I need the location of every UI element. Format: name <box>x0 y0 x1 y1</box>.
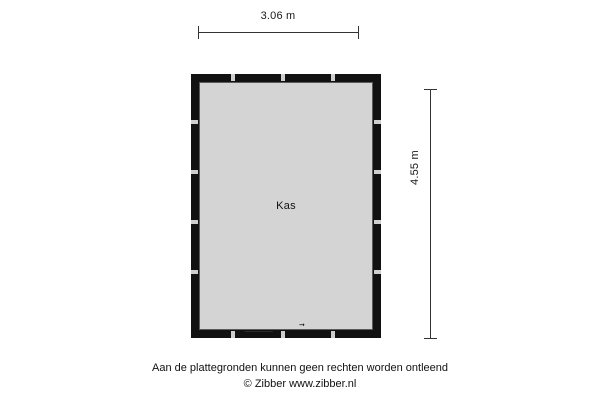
wall-mark <box>374 270 381 274</box>
dimension-label-width: 3.06 m <box>260 10 296 22</box>
wall-mark <box>191 120 198 124</box>
wall-mark <box>191 270 198 274</box>
wall-mark <box>374 170 381 174</box>
wall-mark <box>374 220 381 224</box>
wall-mark <box>331 331 335 338</box>
wall-mark <box>191 170 198 174</box>
wall-mark <box>374 120 381 124</box>
footer-disclaimer: Aan de plattegronden kunnen geen rechten worden ontleend <box>151 362 448 374</box>
door-icon <box>245 331 273 336</box>
room-kas <box>191 74 381 338</box>
footer <box>0 360 600 392</box>
wall-mark <box>331 74 335 81</box>
dimension-line-height <box>430 89 431 338</box>
wall-mark <box>281 331 285 338</box>
dimension-label-height: 4.55 m <box>409 150 421 185</box>
dimension-tick-left <box>198 26 199 39</box>
footer-copyright: © Zibber www.zibber.nl <box>243 378 357 390</box>
wall-mark <box>191 220 198 224</box>
wall-mark <box>231 74 235 81</box>
dimension-tick-right <box>358 26 359 39</box>
dimension-tick-bottom <box>424 338 437 339</box>
dimension-tick-top <box>424 89 437 90</box>
wall-mark <box>231 331 235 338</box>
dimension-line-width <box>198 32 358 33</box>
wall-mark <box>281 74 285 81</box>
room-label-kas: Kas <box>276 200 296 212</box>
arrow-icon: ➞ <box>299 322 305 329</box>
room-floor <box>199 82 373 330</box>
